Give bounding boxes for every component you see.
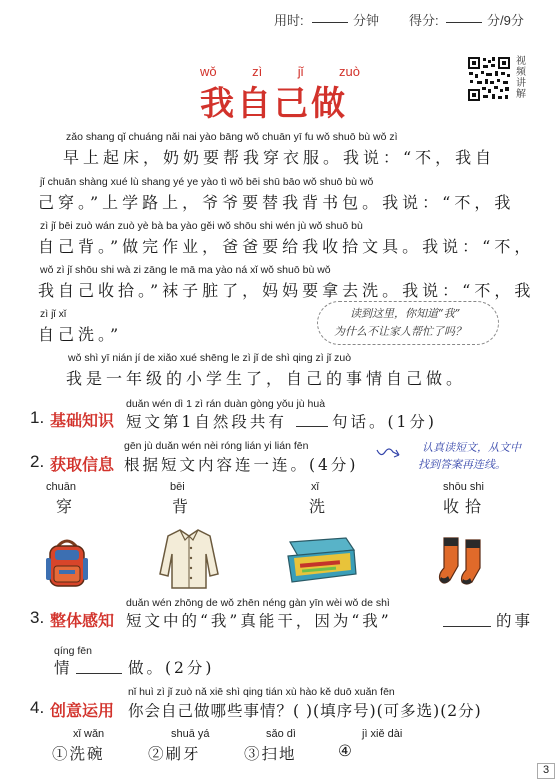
passage-line3: 自己背。”做完作业，爸爸要给我收拾文具。我说：“不，	[38, 237, 535, 256]
time-unit: 分钟	[353, 13, 380, 28]
q1-text-b: 句话。(1分)	[332, 413, 437, 431]
passage-line6: 我是一年级的小学生了，自己的事情自己做。	[66, 369, 467, 388]
passage-line4-pinyin: wǒ zì jǐ shōu shi wà zi zāng le mā ma yào ná xǐ wǒ shuō bù wǒ	[40, 264, 331, 276]
q1-pinyin: duǎn wén dì 1 zì rán duàn gòng yǒu jù huà	[126, 398, 326, 410]
page-number: 3	[537, 763, 555, 779]
q4-label: 创意运用	[50, 701, 115, 720]
socks-icon	[436, 536, 492, 586]
q3-text-a: 短文中的“我”真能干，因为“我”	[126, 612, 392, 630]
shirt-icon	[158, 526, 220, 590]
q3-label: 整体感知	[50, 611, 115, 630]
qr-label: 视频讲解	[516, 56, 526, 100]
q2-hint-line2: 找到答案再连线。	[418, 458, 506, 471]
q4-option-1-pinyin: xǐ wǎn	[73, 728, 105, 740]
q2-word-3-pinyin: xǐ	[311, 481, 319, 493]
passage-line5: 自己洗。”	[38, 325, 123, 344]
bubble-note-line2: 为什么不让家人帮忙了吗？	[334, 325, 466, 338]
q3-pinyin-2: qíng fēn	[54, 645, 92, 657]
q4-number: 4.	[30, 698, 45, 717]
q3-answer-blank-1[interactable]	[443, 626, 491, 627]
socks-image[interactable]	[436, 536, 492, 586]
q2-word-4-pinyin: shōu shi	[443, 481, 484, 493]
q1-label: 基础知识	[50, 411, 115, 430]
q2-number: 2.	[30, 452, 45, 471]
q1-number: 1.	[30, 408, 45, 427]
passage-line2: 己穿。”上学路上，爷爷要替我背书包。我说：“不，我	[38, 193, 515, 212]
q2-hint-line1: 认真读短文，从文中	[422, 441, 521, 454]
q4-option-2[interactable]: ②刷牙	[148, 745, 201, 763]
passage-line1: 早上起床，奶奶要帮我穿衣服。我说：“不，我自	[63, 148, 496, 167]
time-blank[interactable]	[312, 22, 348, 23]
q4-option-1[interactable]: ①洗碗	[52, 745, 105, 763]
bubble-note-line1: 读到这里，你知道“我”	[350, 307, 461, 320]
q2-word-2[interactable]: 背	[172, 497, 195, 516]
time-label: 用时:	[274, 13, 304, 28]
qr-code[interactable]	[467, 56, 511, 102]
q4-text: 你会自己做哪些事情？( )(填序号)(可多选)(2分)	[128, 702, 482, 720]
q3-text-c: 情	[54, 659, 73, 677]
score-unit: 分/9分	[487, 13, 524, 28]
passage-line1-pinyin: zǎo shang qǐ chuáng nǎi nai yào bāng wǒ chuān yī fu wǒ shuō bù wǒ zì	[66, 131, 398, 143]
q1-text-a: 短文第1自然段共有	[126, 413, 287, 431]
backpack-image[interactable]	[42, 536, 92, 590]
q1-answer-blank[interactable]	[296, 426, 328, 427]
q2-pinyin: gēn jù duǎn wén nèi róng lián yi lián fēn	[124, 440, 309, 452]
q4-option-4[interactable]: ④	[338, 742, 354, 760]
page-title: 我自己做	[200, 84, 348, 124]
q4-option-3[interactable]: ③扫地	[244, 745, 297, 763]
q3-text-d: 做。(2分)	[128, 659, 215, 677]
q2-word-1[interactable]: 穿	[56, 497, 79, 516]
qr-code-icon	[467, 56, 511, 102]
pencil-case-image[interactable]	[284, 536, 358, 586]
q3-pinyin: duǎn wén zhōng de wǒ zhēn néng gàn yīn wèi wǒ de shì	[126, 597, 390, 609]
q4-option-4-pinyin: jì xiě dài	[362, 728, 403, 740]
title-pinyin: wǒ zì jǐ zuò	[200, 64, 360, 79]
q2-label: 获取信息	[50, 455, 115, 474]
passage-line5-pinyin: zì jǐ xǐ	[40, 308, 67, 320]
backpack-icon	[42, 536, 92, 590]
q3-text-b: 的事	[496, 612, 534, 630]
passage-line2-pinyin: jǐ chuān shàng xué lù shang yé ye yào tì wǒ bēi shū bāo wǒ shuō bù wǒ	[40, 176, 374, 188]
score-label: 得分:	[409, 13, 439, 28]
q4-pinyin: nǐ huì zì jǐ zuò nǎ xiē shì qing tián xù hào kě duō xuǎn fēn	[128, 686, 395, 698]
squiggle-arrow-icon	[375, 446, 401, 460]
q4-option-3-pinyin: sǎo dì	[266, 728, 296, 740]
shirt-image[interactable]	[158, 526, 220, 590]
q4-option-2-pinyin: shuā yá	[171, 728, 210, 740]
pencil-case-icon	[284, 536, 358, 586]
score-blank[interactable]	[446, 22, 482, 23]
passage-line4: 我自己收拾。”袜子脏了，妈妈要拿去洗。我说：“不，我	[38, 281, 535, 300]
passage-line3-pinyin: zì jǐ bēi zuò wán zuò yè bà ba yào gěi wǒ shōu shi wén jù wǒ shuō bù	[40, 220, 363, 232]
q2-word-3[interactable]: 洗	[309, 497, 332, 516]
q2-text: 根据短文内容连一连。(4分)	[124, 456, 359, 474]
q2-word-1-pinyin: chuān	[46, 481, 76, 493]
q3-answer-blank-2[interactable]	[76, 673, 122, 674]
passage-line6-pinyin: wǒ shì yī nián jí de xiǎo xué shēng le zì jǐ de shì qing zì jǐ zuò	[68, 352, 352, 364]
q3-number: 3.	[30, 608, 45, 627]
q2-word-2-pinyin: bēi	[170, 481, 185, 493]
q2-word-4[interactable]: 收拾	[443, 497, 488, 516]
